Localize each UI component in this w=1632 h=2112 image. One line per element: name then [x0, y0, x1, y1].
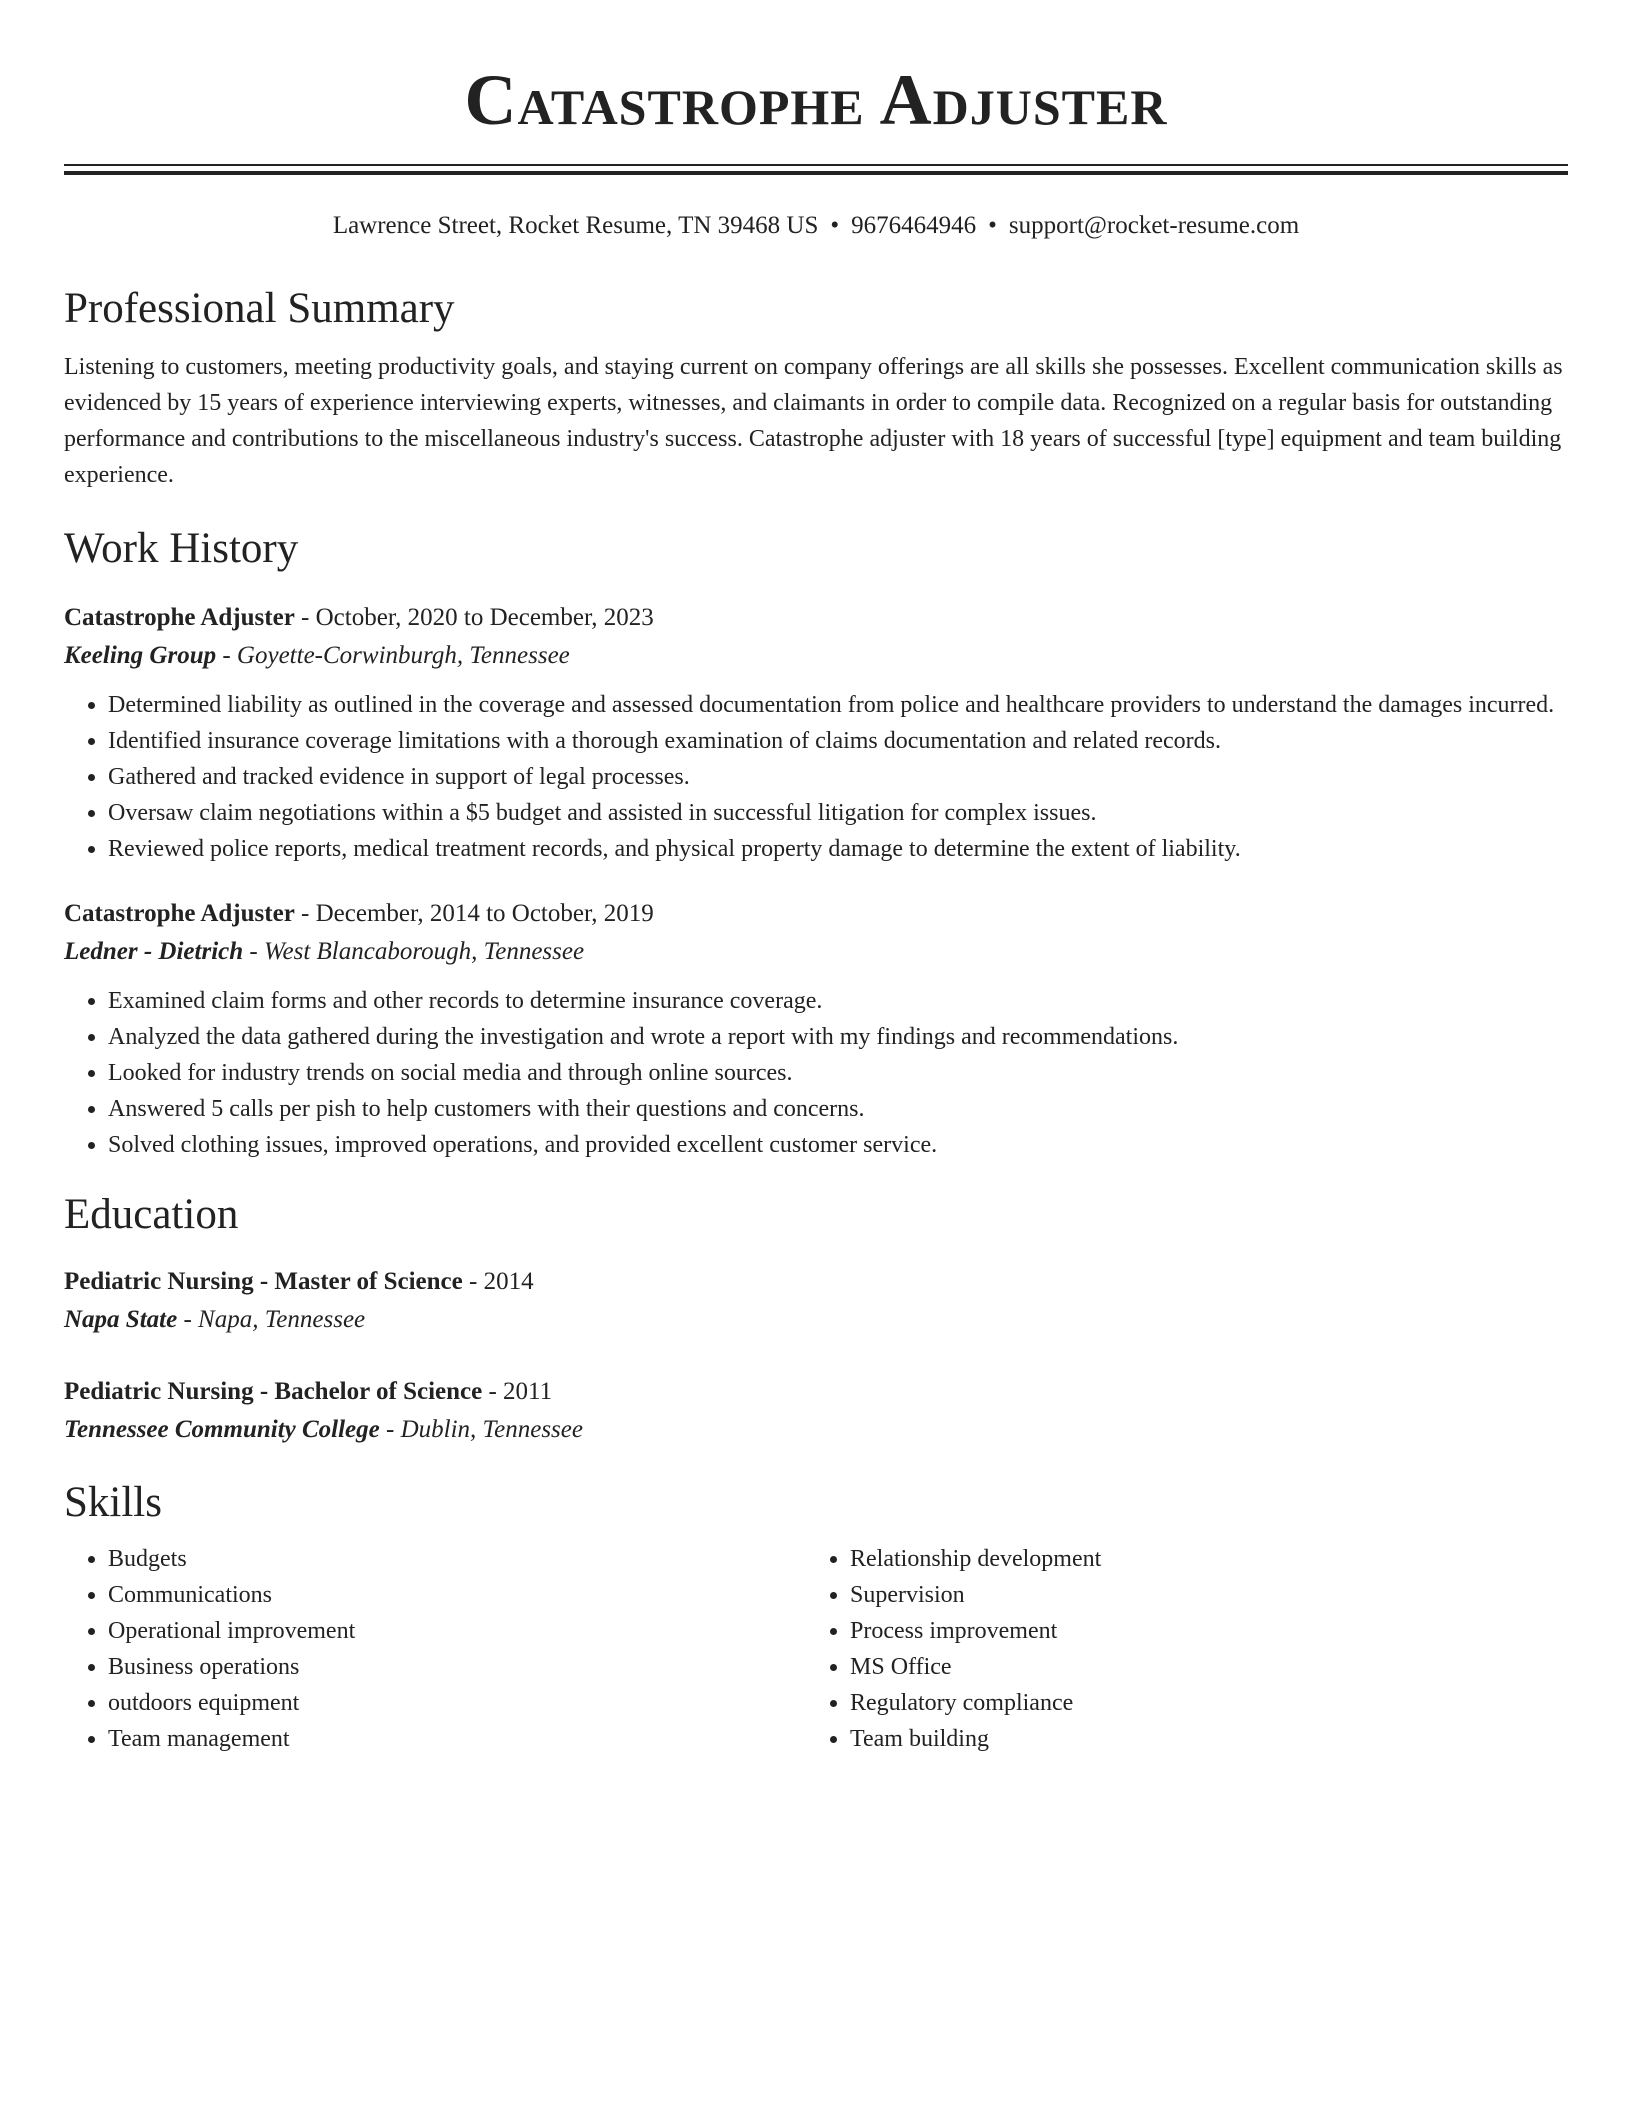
skills-column-right	[806, 1541, 1568, 1757]
job-location: - West Blancaborough, Tennessee	[243, 938, 585, 965]
job-title-line	[64, 599, 1568, 637]
skill-item: • Operational improvement	[108, 1613, 806, 1649]
job-entry	[64, 895, 1568, 1163]
school-line	[64, 1411, 1568, 1449]
job-duty-item: • Oversaw claim negotiations within a $5 budget and assisted in successful litigation for complex issues.	[108, 795, 1568, 831]
skills-list	[64, 1541, 1568, 1757]
job-duty-item: • Determined liability as outlined in the coverage and assessed documentation from police and healthcare providers to understand the damages incurred.	[108, 687, 1568, 723]
contact-separator: •	[988, 212, 997, 239]
job-duties	[64, 983, 1568, 1163]
job-duty-item: • Solved clothing issues, improved operations, and provided excellent customer service.	[108, 1127, 1568, 1163]
job-entry	[64, 599, 1568, 867]
skill-item: • MS Office	[850, 1649, 1568, 1685]
job-dates: - December, 2014 to October, 2019	[294, 900, 654, 927]
skill-item: • Relationship development	[850, 1541, 1568, 1577]
job-duty-item: • Gathered and tracked evidence in support of legal processes.	[108, 759, 1568, 795]
school-location: - Napa, Tennessee	[177, 1306, 366, 1333]
education-entry	[64, 1263, 1568, 1339]
skill-item: • Supervision	[850, 1577, 1568, 1613]
skill-item: • Budgets	[108, 1541, 806, 1577]
job-duty-item: • Analyzed the data gathered during the investigation and wrote a report with my findings and recommendations.	[108, 1019, 1568, 1055]
school-location: - Dublin, Tennessee	[379, 1416, 583, 1443]
job-location: - Goyette-Corwinburgh, Tennessee	[216, 642, 570, 669]
candidate-name: Catastrophe Adjuster	[464, 60, 1168, 140]
degree-year: - 2014	[462, 1268, 534, 1295]
skill-item: • Business operations	[108, 1649, 806, 1685]
skill-item: • Regulatory compliance	[850, 1685, 1568, 1721]
degree-year: - 2011	[482, 1378, 553, 1405]
degree-line	[64, 1373, 1568, 1411]
job-company-line	[64, 933, 1568, 971]
summary-text: Listening to customers, meeting productivity goals, and staying current on company offerings are all skills she possesses. Excellent communication skills as evidenced by 15 years of experience interviewing experts, witnesses, and claimants in order to compile data. Recognized on a regular basis for outstanding performance and contributions to the miscellaneous industry's success. Catastrophe adjuster with 18 years of successful [type] equipment and team building experience.	[64, 354, 1563, 488]
skill-item: • Team building	[850, 1721, 1568, 1757]
header-divider	[64, 164, 1568, 175]
school: Napa State	[64, 1306, 178, 1333]
education-entry	[64, 1373, 1568, 1449]
skills-heading: Skills	[64, 1479, 162, 1526]
job-title: Catastrophe Adjuster	[64, 604, 295, 631]
degree-line	[64, 1263, 1568, 1301]
summary-heading: Professional Summary	[64, 285, 455, 332]
job-duty-item: • Examined claim forms and other records to determine insurance coverage.	[108, 983, 1568, 1019]
job-title: Catastrophe Adjuster	[64, 900, 295, 927]
job-dates: - October, 2020 to December, 2023	[294, 604, 654, 631]
degree: Pediatric Nursing - Master of Science	[64, 1268, 463, 1295]
degree: Pediatric Nursing - Bachelor of Science	[64, 1378, 483, 1405]
contact-email: support@rocket-resume.com	[1008, 212, 1300, 239]
contact-address: Lawrence Street, Rocket Resume, TN 39468 US	[332, 212, 819, 239]
job-duty-item: • Answered 5 calls per pish to help customers with their questions and concerns.	[108, 1091, 1568, 1127]
skill-item: • Team management	[108, 1721, 806, 1757]
job-duty-item: • Reviewed police reports, medical treatment records, and physical property damage to determine the extent of liability.	[108, 831, 1568, 867]
skills-column-left	[64, 1541, 806, 1757]
job-title-line	[64, 895, 1568, 933]
school-line	[64, 1301, 1568, 1339]
education-heading: Education	[64, 1191, 239, 1238]
contact-line	[64, 211, 1568, 241]
skill-item: • Communications	[108, 1577, 806, 1613]
job-duty-item: • Identified insurance coverage limitations with a thorough examination of claims documentation and related records.	[108, 723, 1568, 759]
job-company: Ledner - Dietrich	[64, 938, 244, 965]
skill-item: • outdoors equipment	[108, 1685, 806, 1721]
contact-separator: •	[830, 212, 840, 239]
job-company-line	[64, 637, 1568, 675]
job-duties	[64, 687, 1568, 867]
school: Tennessee Community College	[64, 1416, 380, 1443]
skill-item: • Process improvement	[850, 1613, 1568, 1649]
work-history-heading: Work History	[64, 525, 299, 572]
job-company: Keeling Group	[64, 642, 217, 669]
contact-phone: 9676464946	[851, 212, 977, 239]
job-duty-item: • Looked for industry trends on social media and through online sources.	[108, 1055, 1568, 1091]
